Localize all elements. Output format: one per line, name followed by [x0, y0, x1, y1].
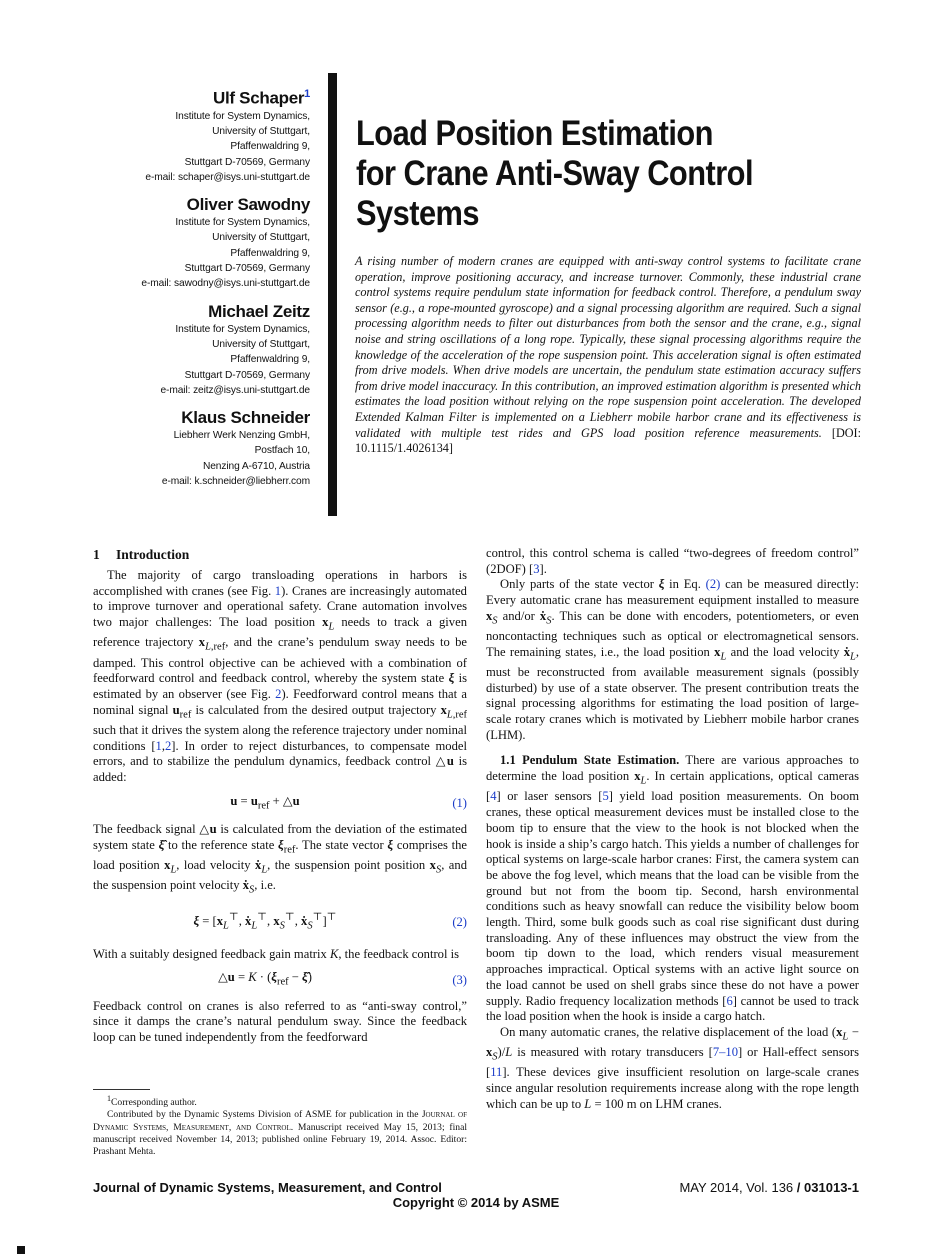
right-column [486, 546, 859, 1112]
equation-number: (3) [452, 972, 467, 987]
author [90, 301, 310, 398]
footnote [93, 1093, 467, 1159]
author [90, 194, 310, 291]
author-affiliation-line: University of Stuttgart, [212, 232, 310, 244]
author-affiliation-line: Stuttgart D-70569, Germany [184, 369, 310, 381]
paragraph: The majority of cargo transloading operations in harbors is accomplished with cranes (see Fig. 1). Cranes are increasingly automated to improve turnover and operational safety. Crane automation involves two major challenges: The load position $x_L$ needs to track a given reference trajectory $x_{L,ref}$, and the crane’s pendulum sway needs to be damped. This control objective can be achieved with a combination of feedforward control and feedback control, whereby the system state ξ is estimated by an observer (see Fig. 2). Feedforward control means that a nominal signal $u_{ref}$ is calculated from the desired output trajectory $x_{L,ref}$ such that it drives the system along the reference trajectory under nominal conditions [1,2]. In order to reject disturbances, to compensate model errors, and to stabilize the pendulum dynamics, feedback control △u is added: [93, 568, 468, 784]
equation-2: $\xi = [x_L^⊤$, ẋ$_L$⊤, $x_S^⊤$, ẋ$_S$⊤]⊤ (2) [193, 912, 467, 932]
paragraph: control, this control schema is called “two-degrees of freedom control” (2DOF) [3]. [486, 546, 859, 576]
author-affiliation-line: Institute for System Dynamics, [175, 323, 310, 335]
footnote-dates: . Manuscript received May 15, 2013; final manuscript received November 14, 2013; published online February 19, 2014. Assoc. Editor: Prashant Mehta. [93, 1121, 468, 1158]
author-email: e-mail: k.schneider@liebherr.com [161, 476, 310, 487]
section-title: Introduction [116, 547, 190, 562]
footnote-journal: Journal of Dynamic Systems, Measurement, and Control [93, 1109, 467, 1133]
author-affiliation-line: University of Stuttgart, [212, 338, 310, 350]
author [90, 407, 310, 489]
equation-1: $u = u_{ref}$ + △u (1) [230, 793, 467, 812]
author-affiliation-line: Institute for System Dynamics, [175, 217, 310, 229]
author-affiliation-line: Stuttgart D-70569, Germany [184, 156, 310, 168]
author-affiliation-line: Pfaffenwaldring 9, [230, 247, 310, 259]
author-name: Oliver Sawodny [186, 195, 310, 215]
footer-issue-info [679, 1180, 859, 1196]
page-footer [93, 1180, 859, 1196]
footer-page-number: 031013-1 [804, 1180, 859, 1195]
author-affiliation-line: University of Stuttgart, [212, 125, 310, 137]
author-email: e-mail: zeitz@isys.uni-stuttgart.de [160, 384, 310, 396]
title-line: Load Position Estimation [356, 114, 713, 153]
section-heading [93, 546, 467, 564]
paragraph: On many automatic cranes, the relative displacement of the load $(x_L - x_S)/L$ is measured with rotary transducers [7–10] or Hall-effect sensors [11]. These devices give insufficient resolution on large-scale cranes since angular resolution requirements increase along with the rope length which can be up to L = 100 m on LHM cranes. [486, 1024, 860, 1111]
equation-3: △u = $K \cdot (\xi_{ref}$ − ξ̂) (3) [218, 970, 467, 988]
footnote-rule [93, 1089, 150, 1090]
paper-title [356, 114, 778, 234]
author-name: Ulf Schaper$^1$ [213, 88, 310, 108]
paragraph: Feedback control on cranes is also referred to as “anti-sway control,” since it damps the crane’s natural pendulum sway. Since the feedback loop can be tuned independently from the feedforward [93, 998, 467, 1044]
paragraph: With a suitably designed feedback gain matrix K, the feedback control is [93, 946, 460, 961]
title-divider-bar [328, 73, 337, 516]
equation-number: (2) [452, 914, 467, 929]
equation-number: (1) [452, 795, 467, 810]
section-number: 1 [93, 547, 100, 562]
author-block [90, 84, 310, 498]
footer-separator: / [796, 1180, 801, 1195]
footnote-contrib: Contributed by the Dynamic Systems Division of ASME for publication in the [107, 1109, 419, 1121]
author-affiliation-line: Institute for System Dynamics, [175, 110, 310, 122]
paragraph: The feedback signal △u is calculated from the deviation of the estimated system state ξ̂ to the reference state $\xi_{ref}$. The state vector ξ comprises the load position $x_L$, load velocity ẋ$_L$, the suspension point position $x_S$, and the suspension point velocity ẋ$_S$, i.e. [93, 821, 468, 896]
footer-issue: MAY 2014, Vol. 136 [679, 1180, 794, 1195]
author-affiliation-line: Liebherr Werk Nenzing GmbH, [173, 430, 310, 442]
author-affiliation-line: Postfach 10, [254, 445, 310, 457]
title-line: for Crane Anti-Sway Control [356, 154, 754, 193]
author [90, 84, 310, 185]
footnote-corresponding: Corresponding author. [111, 1097, 197, 1109]
copyright: Copyright © 2014 by ASME [392, 1195, 560, 1210]
title-line: Systems [356, 194, 480, 233]
author-affiliation-line: Pfaffenwaldring 9, [230, 141, 310, 153]
paragraph: Only parts of the state vector ξ in Eq. (2) can be measured directly: Every automatic crane has measurement equipment installed to measure $x_S$ and/or ẋ$_S$. This can be done with encoders, potentiometers, or even noncontacting techniques such as optical or electromagnetical sensors. The remaining states, i.e., the load position $x_L$ and the load velocity ẋ$_L$, must be reconstructed from available measurement signals (possibly disturbed) by use of a state observer. The present contribution treats the signal processing algorithms for estimating the load position of large-scale rotary cranes which is motivated by Liebherr mobile harbor cranes (LHM). [486, 577, 860, 742]
footnote-marker[interactable]: 1 [304, 88, 310, 100]
footer-journal: Journal of Dynamic Systems, Measurement, and Control [93, 1180, 442, 1195]
subsection-heading: 1.1 Pendulum State Estimation. [500, 753, 680, 768]
abstract-text: A rising number of modern cranes are equipped with anti-sway control systems to facilitate crane operation, improve positioning accuracy, and increase turnover. Commonly, these industrial crane control systems require pendulum state information for feedback control. Therefore, a pendulum sway sensor (e.g., a rope-mounted gyroscope) and a signal processing algorithm are required. Such a signal processing algorithm needs to filter out disturbances from both the sensor and the crane, e.g., signal noise and string oscillations of a long rope. Typically, these signal processing algorithms require the knowledge of the acceleration of the rope suspension point. This acceleration signal is often estimated from drive models. When drive models are uncertain, the pendulum state estimation accuracy suffers from drive model inaccuracy. In this contribution, an improved estimation algorithm is presented which estimates the load position without relying on the rope suspension point acceleration. The developed Extended Kalman Filter is implemented on a Liebherr mobile harbor crane and its effectiveness is validated with multiple test rides and GPS load position reference measurements. [355, 254, 861, 440]
paragraph: 1.1 Pendulum State Estimation. There are various approaches to determine the load position $x_L$. In certain applications, optical cameras [4] or laser sensors [5] yield load position measurements. On boom cranes, these optical measurement devices must be installed close to the boom tip to ensure that the view to the hook is not blocked when the hook is inside a ship’s cargo hatch. This yields a number of challenges for optical systems on large-scale harbor cranes: First, the camera system can be above the fog level, which means that the load can be visible from the ground but not from the boom tip. Second, harsh environmental conditions such as heavy snowfall can reduce the visibility below boom length. Third, some bulk goods such as coal rise significant dust during transloading. Any of these influences may obstruct the view from the boom tip down to the load, which renders visual measurement approaches impractical. Optical systems with an active light source on the load cannot be used on shell grabs since these do not have a power supply. Radio frequency localization methods [6] cannot be used to track the load position when the hook is inside a cargo hatch. [486, 753, 859, 1024]
author-name: Michael Zeitz [208, 301, 310, 321]
author-name: Klaus Schneider [181, 408, 310, 428]
author-email: e-mail: sawodny@isys.uni-stuttgart.de [141, 278, 310, 290]
author-email: e-mail: schaper@isys.uni-stuttgart.de [145, 171, 310, 183]
corner-mark [17, 1246, 25, 1254]
author-affiliation-line: Stuttgart D-70569, Germany [184, 263, 310, 275]
author-affiliation-line: Pfaffenwaldring 9, [230, 354, 310, 366]
abstract [355, 254, 861, 457]
doi: [DOI: 10.1115/1.4026134] [355, 425, 861, 456]
author-affiliation-line: Nenzing A-6710, Austria [202, 460, 310, 472]
left-column [93, 546, 467, 1046]
footnote-marker: 1 [107, 1094, 111, 1103]
